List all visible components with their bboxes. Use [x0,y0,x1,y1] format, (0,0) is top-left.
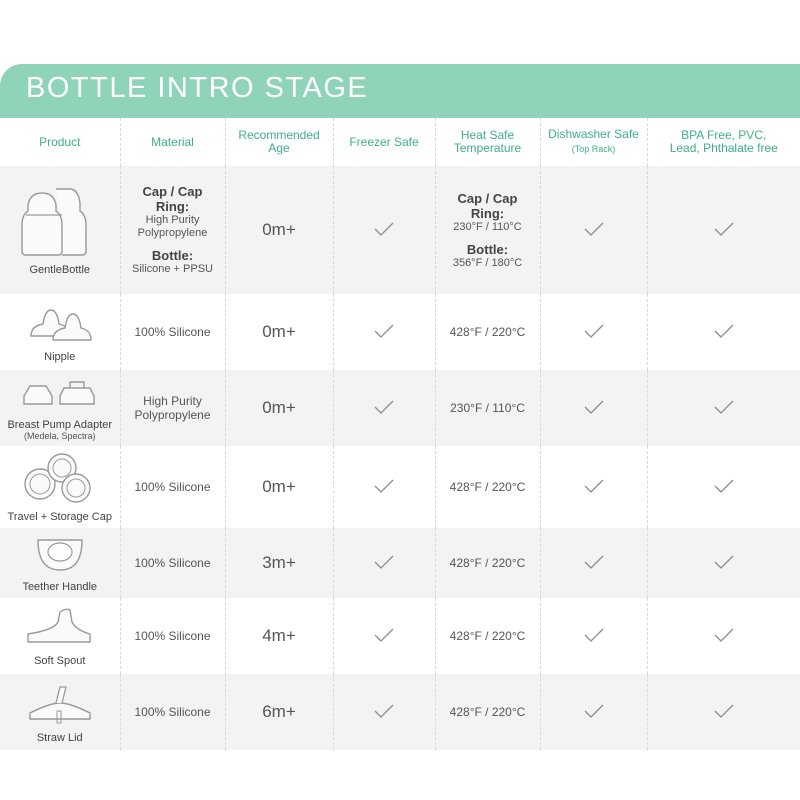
bpa-cell [647,528,800,598]
table-row [0,598,800,674]
age-text: 0m+ [262,398,296,417]
checkmark-icon [713,558,735,572]
material-text: High Purity Polypropylene [134,394,211,422]
table-row [0,370,800,446]
checkmark-icon [373,482,395,496]
age-cell [225,528,333,598]
material-cell [120,674,225,750]
title-banner [0,64,800,118]
checkmark-icon [583,225,605,239]
bpa-cell [647,674,800,750]
freezer-cell [333,446,435,528]
age-text: 4m+ [262,626,296,645]
checkmark-icon [373,707,395,721]
heat-cell [435,674,540,750]
header-heat-label: Heat Safe Temperature [453,128,522,155]
heat-text: 428°F / 220°C [449,629,526,643]
freezer-cell [333,528,435,598]
product-cell [0,166,120,294]
heat-text: 230°F / 110°C [450,401,525,415]
heat-cell-label: Cap / Cap Ring: [457,190,518,221]
age-text: 6m+ [262,702,296,721]
product-name: Travel + Storage Cap [7,510,112,523]
heat-text: 428°F / 220°C [449,556,526,570]
material-cell-label: Cap / Cap Ring: [142,184,203,214]
freezer-cell [333,674,435,750]
material-cell-value: Silicone + PPSU [131,263,213,275]
product-name: Nipple [44,350,76,363]
dishwasher-cell [540,166,647,294]
heat-cell-label: Bottle: [466,241,509,257]
age-cell [225,446,333,528]
header-freezer: Freezer Safe [333,118,435,166]
nipple-icon [4,302,116,347]
product-subtitle: (Medela, Spectra) [23,430,96,441]
bpa-cell [647,294,800,370]
heat-cell [435,166,540,294]
material-text: 100% Silicone [134,480,211,494]
heat-cell [435,528,540,598]
product-cell [0,598,120,674]
freezer-cell [333,166,435,294]
bpa-cell [647,370,800,446]
bpa-cell [647,446,800,528]
header-age: Recommended Age [225,118,333,166]
dishwasher-cell [540,446,647,528]
checkmark-icon [713,403,735,417]
checkmark-icon [373,327,395,341]
header-product: Product [39,134,81,149]
table-row [0,294,800,370]
product-name: Breast Pump Adapter [7,418,113,431]
checkmark-icon [583,631,605,645]
material-cell [120,598,225,674]
material-text: 100% Silicone [134,556,211,570]
heat-cell [435,446,540,528]
table-row [0,446,800,528]
material-cell [120,528,225,598]
heat-cell [435,294,540,370]
caps-icon [4,452,116,507]
product-cell [0,370,120,446]
table-row [0,528,800,598]
heat-cell-value: 230°F / 110°C [453,220,522,233]
dishwasher-cell [540,294,647,370]
product-name: GentleBottle [29,263,91,276]
material-text: 100% Silicone [134,629,211,643]
freezer-cell [333,370,435,446]
checkmark-icon [713,631,735,645]
checkmark-icon [713,482,735,496]
age-cell [225,598,333,674]
material-text: 100% Silicone [134,705,211,719]
material-cell-label: Bottle: [151,248,194,263]
heat-text: 428°F / 220°C [449,480,526,494]
material-cell [120,294,225,370]
table-body [0,166,800,750]
table-row [0,674,800,750]
spacer [125,240,221,248]
heat-cell [435,370,540,446]
checkmark-icon [583,482,605,496]
checkmark-icon [583,558,605,572]
product-cell [0,674,120,750]
spec-table [0,118,800,750]
age-cell [225,674,333,750]
product-cell [0,528,120,598]
header-dishwasher [540,118,647,166]
header-dishwasher-sub: (Top Rack) [571,144,616,154]
checkmark-icon [373,225,395,239]
bottle-icon [4,185,116,260]
heat-cell-value: 356°F / 180°C [452,256,523,269]
checkmark-icon [713,707,735,721]
page-title: BOTTLE INTRO STAGE [26,72,369,104]
heat-cell [435,598,540,674]
header-heat [435,118,540,166]
straw-lid-icon [4,681,116,728]
material-cell [120,370,225,446]
product-name: Soft Spout [34,654,86,667]
freezer-cell [333,598,435,674]
header-dishwasher-label: Dishwasher Safe [548,127,639,141]
heat-text: 428°F / 220°C [449,325,526,339]
material-cell [120,166,225,294]
material-cell-value: High Purity Polypropylene [137,214,208,239]
header-material: Material [120,118,225,166]
age-cell [225,166,333,294]
spout-icon [4,606,116,651]
bpa-cell [647,166,800,294]
checkmark-icon [583,707,605,721]
table-row [0,166,800,294]
age-text: 3m+ [262,553,296,572]
product-cell [0,446,120,528]
product-name: Teether Handle [22,580,98,593]
material-text: 100% Silicone [134,325,211,339]
checkmark-icon [583,403,605,417]
checkmark-icon [713,327,735,341]
teether-icon [4,534,116,577]
product-cell [0,294,120,370]
header-bpa [647,118,800,166]
checkmark-icon [373,558,395,572]
age-text: 0m+ [262,220,296,239]
spacer [440,234,536,242]
age-text: 0m+ [262,477,296,496]
dishwasher-cell [540,370,647,446]
checkmark-icon [373,403,395,417]
age-cell [225,294,333,370]
dishwasher-cell [540,598,647,674]
checkmark-icon [373,631,395,645]
adapter-icon [4,376,116,415]
material-cell [120,446,225,528]
age-cell [225,370,333,446]
heat-text: 428°F / 220°C [449,705,526,719]
dishwasher-cell [540,528,647,598]
header-row [0,118,800,166]
checkmark-icon [583,327,605,341]
header-bpa-label: BPA Free, PVC, Lead, Phthalate free [669,128,778,155]
product-name: Straw Lid [36,731,83,744]
checkmark-icon [713,225,735,239]
freezer-cell [333,294,435,370]
dishwasher-cell [540,674,647,750]
age-text: 0m+ [262,322,296,341]
bpa-cell [647,598,800,674]
